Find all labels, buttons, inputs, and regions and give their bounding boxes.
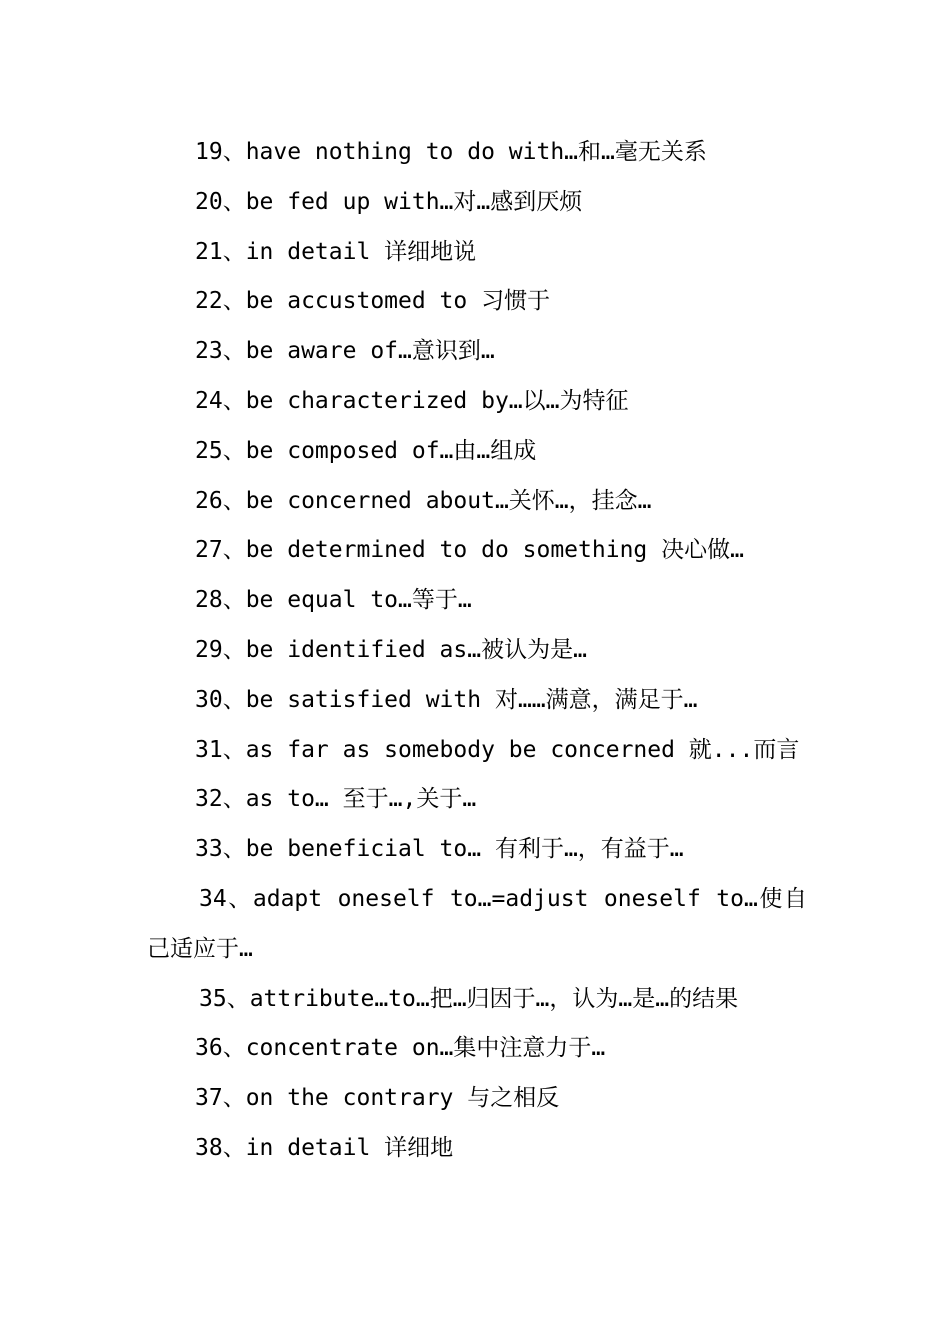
list-item: 23、be aware of…意识到… <box>195 338 495 365</box>
list-item: 22、be accustomed to 习惯于 <box>195 288 551 315</box>
list-item: 26、be concerned about…关怀…，挂念… <box>195 487 652 514</box>
list-item: 29、be identified as…被认为是… <box>195 636 587 663</box>
list-item: 25、be composed of…由…组成 <box>195 437 537 464</box>
list-item: 36、concentrate on…集中注意力于… <box>195 1035 606 1062</box>
list-item: 30、be satisfied with 对……满意，满足于… <box>195 686 698 713</box>
list-item: 20、be fed up with…对…感到厌烦 <box>195 188 583 215</box>
list-item-wrapped: 34、adapt oneself to…=adjust oneself to…使自己适应于… <box>147 885 807 962</box>
list-item: 31、as far as somebody be concerned 就...而言 <box>195 736 800 763</box>
list-item: 33、be beneficial to… 有利于…，有益于… <box>195 836 684 863</box>
phrase-list <box>147 128 807 1174</box>
list-item: 24、be characterized by…以…为特征 <box>195 387 629 414</box>
list-item: 38、in detail 详细地 <box>195 1134 454 1161</box>
list-item: 28、be equal to…等于… <box>195 587 472 614</box>
list-item: 21、in detail 详细地说 <box>195 238 477 265</box>
list-item: 37、on the contrary 与之相反 <box>195 1085 560 1112</box>
list-item-wrapped: 35、attribute…to…把…归因于…，认为…是…的结果 <box>199 985 739 1012</box>
list-item: 32、as to… 至于…,关于… <box>195 786 477 813</box>
list-item: 19、have nothing to do with…和…毫无关系 <box>195 139 707 165</box>
list-item: 27、be determined to do something 决心做… <box>195 537 744 564</box>
